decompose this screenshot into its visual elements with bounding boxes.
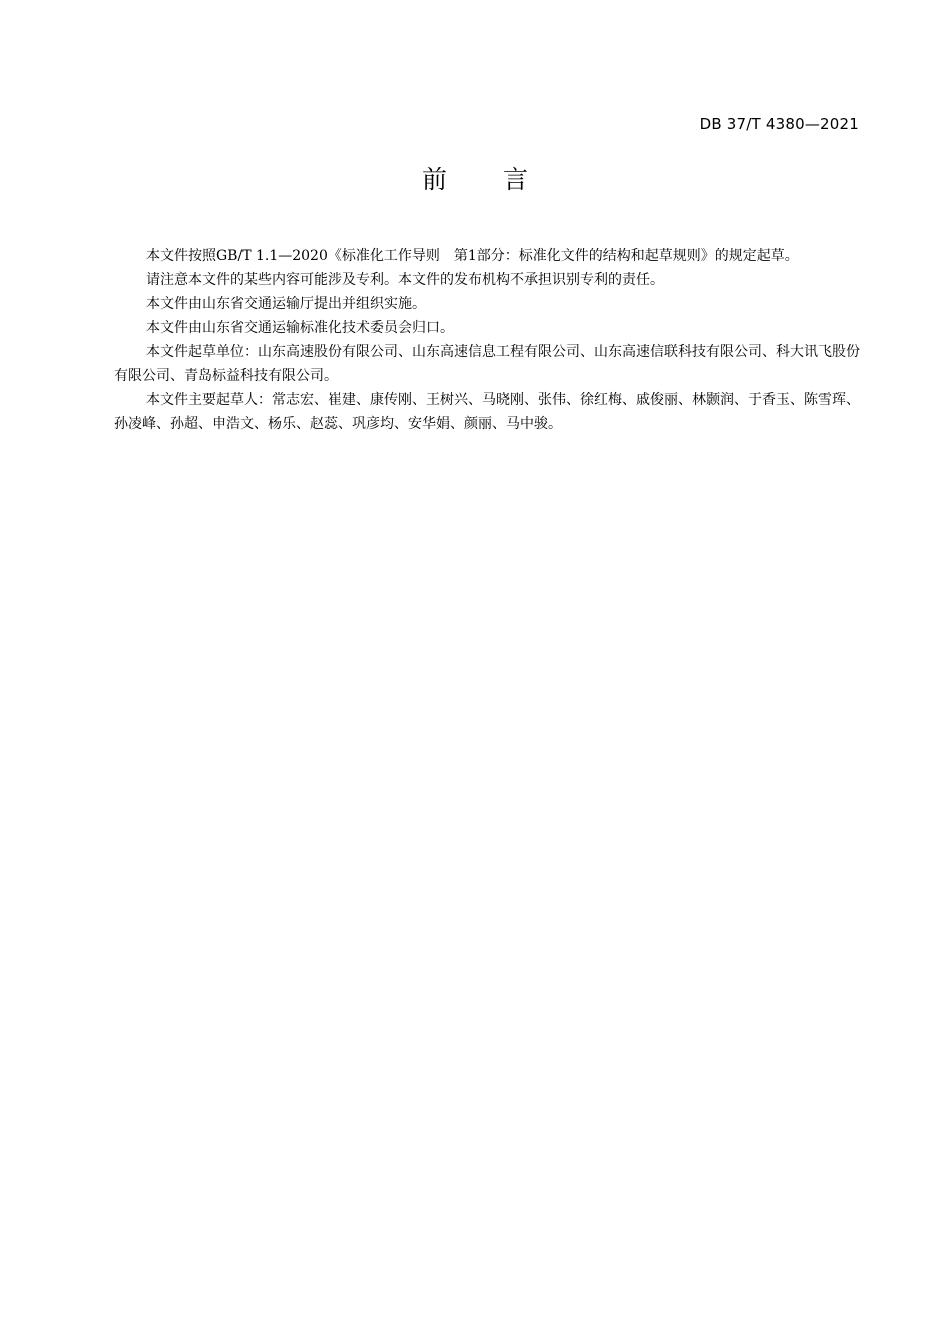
paragraph-drafters: 本文件主要起草人：常志宏、崔建、康传刚、王树兴、马晓刚、张伟、徐红梅、戚俊丽、林颢润、于香玉、陈雪珲、孙凌峰、孙超、申浩文、杨乐、赵蕊、巩彦均、安华娟、颜丽、马中骏。: [114, 392, 860, 432]
paragraph-proposer: 本文件由山东省交通运输厅提出并组织实施。: [146, 296, 426, 312]
paragraph-drafting-rules: 本文件按照GB/T 1.1—2020《标准化工作导则 第1部分：标准化文件的结构和起草规则》的规定起草。: [146, 248, 799, 264]
paragraph-drafting-units: 本文件起草单位：山东高速股份有限公司、山东高速信息工程有限公司、山东高速信联科技有限公司、科大讯飞股份有限公司、青岛标益科技有限公司。: [114, 344, 860, 384]
paragraph-patent-notice: 请注意本文件的某些内容可能涉及专利。本文件的发布机构不承担识别专利的责任。: [146, 272, 664, 288]
document-code: DB 37/T 4380—2021: [699, 115, 859, 133]
page-title: 前 言: [422, 165, 552, 194]
foreword-body: [114, 244, 860, 436]
paragraph-centralized-unit: 本文件由山东省交通运输标准化技术委员会归口。: [146, 320, 454, 336]
